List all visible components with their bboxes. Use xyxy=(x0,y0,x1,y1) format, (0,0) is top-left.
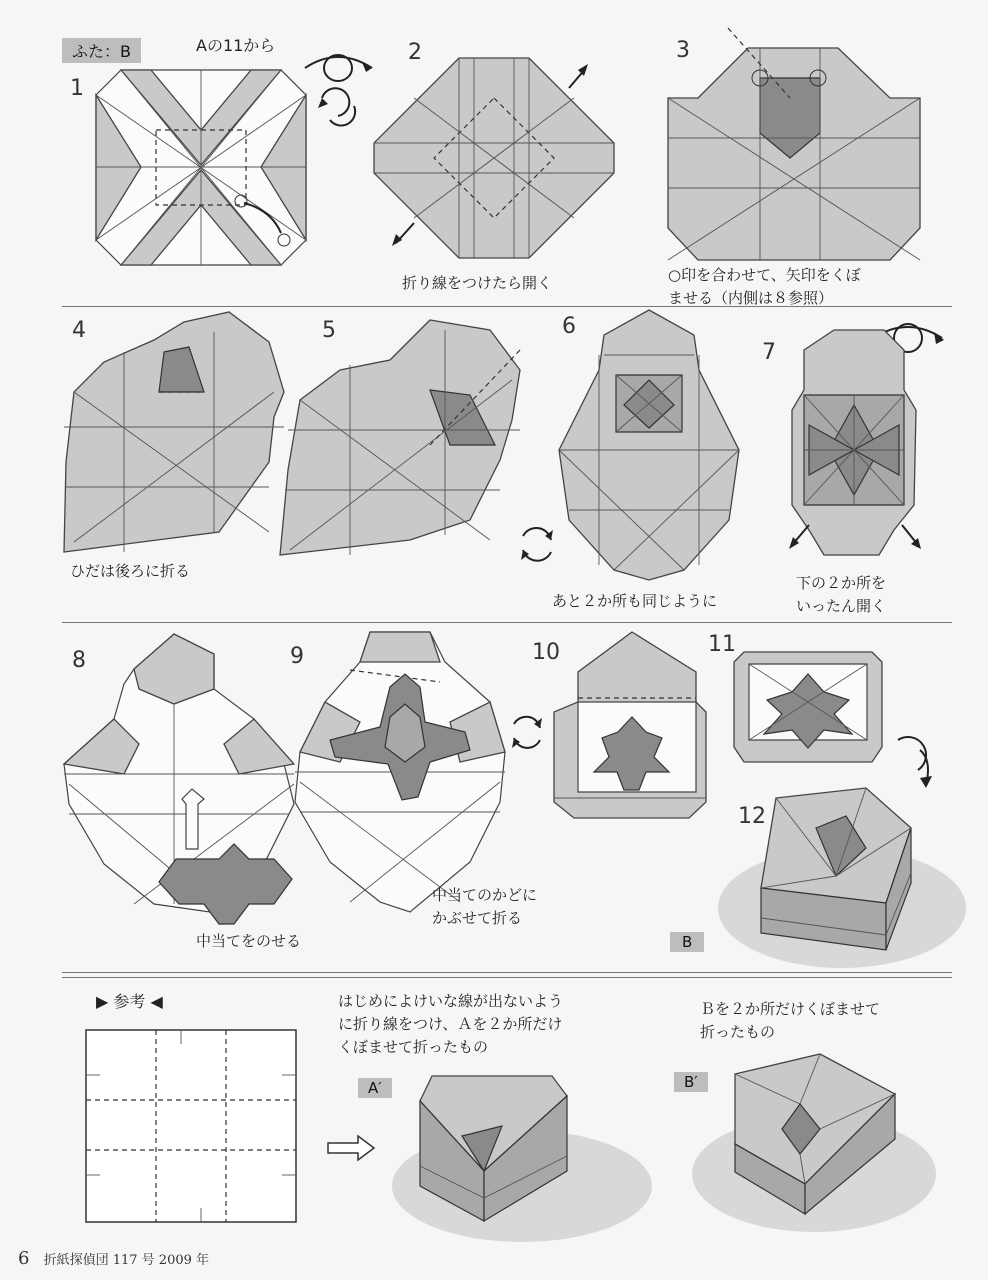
step-number: 5 xyxy=(322,318,336,343)
step-6-diagram xyxy=(554,310,744,580)
flip-arrow-icon xyxy=(300,50,380,130)
right-arrow-icon xyxy=(328,1136,374,1160)
caption-step-3-line1: ○印を合わせて、矢印をくぼ xyxy=(668,266,861,284)
caption-step-7-line2: いったん開く xyxy=(796,597,887,615)
caption-step-6: あと２か所も同じように xyxy=(552,592,718,610)
reference-b-box-diagram xyxy=(690,1054,940,1234)
step-number: 10 xyxy=(532,640,560,665)
reference-note-b-line2: 折ったもの xyxy=(700,1023,776,1041)
caption-step-4: ひだは後ろに折る xyxy=(70,562,191,580)
step-number: 11 xyxy=(708,632,736,657)
step-number: 3 xyxy=(676,38,690,63)
section-divider xyxy=(62,972,952,973)
reference-title: ▶ 参考 ◀ xyxy=(96,992,163,1011)
step-12-diagram xyxy=(716,788,968,970)
step-7-diagram xyxy=(784,330,924,560)
step-8-diagram xyxy=(64,634,304,954)
reference-note-b-line1: Ｂを２か所だけくぼませて xyxy=(700,1000,881,1018)
caption-step-7-line1: 下の２か所を xyxy=(796,574,887,592)
reference-note-a-line3: くぼませて折ったもの xyxy=(338,1038,489,1056)
rotate-icon xyxy=(508,712,548,752)
step-3-diagram xyxy=(668,38,920,260)
caption-step-8: 中当てをのせる xyxy=(196,932,302,950)
caption-step-9-line1: 中当てのかどに xyxy=(432,886,538,904)
step-number: 4 xyxy=(72,318,86,343)
reference-crease-diagram xyxy=(86,1030,296,1222)
step-number: 7 xyxy=(762,340,776,365)
step-number: 12 xyxy=(738,804,766,829)
section-divider xyxy=(62,977,952,978)
step-number: 6 xyxy=(562,314,576,339)
section-divider xyxy=(62,306,952,307)
rotate-icon xyxy=(515,522,559,566)
step-2-diagram xyxy=(374,58,614,258)
step-5-diagram xyxy=(280,320,530,555)
reference-note-a-line2: に折り線をつけ、Ａを２か所だけ xyxy=(338,1015,563,1033)
subtitle: Aの11から xyxy=(196,36,276,55)
step-number: 1 xyxy=(70,76,84,101)
step-number: 9 xyxy=(290,644,304,669)
page-footer xyxy=(18,1248,209,1269)
page-number: 6 xyxy=(18,1248,30,1269)
step-1-diagram xyxy=(96,70,306,265)
caption-step-9-line2: かぶせて折る xyxy=(432,909,523,927)
result-tag-a-prime: A′ xyxy=(358,1078,392,1098)
reference-a-box-diagram xyxy=(392,1066,654,1242)
caption-step-3-line2: ませる（内側は８参照） xyxy=(668,289,834,307)
result-tag-b: B xyxy=(670,932,704,952)
step-number: 8 xyxy=(72,648,86,673)
caption-step-2: 折り線をつけたら開く xyxy=(402,274,553,292)
step-number: 2 xyxy=(408,40,422,65)
turn-over-arrow-icon xyxy=(890,730,940,790)
section-tag: ふた：B xyxy=(62,38,141,63)
reference-note-a-line1: はじめによけいな線が出ないよう xyxy=(338,992,564,1010)
step-4-diagram xyxy=(64,312,294,552)
step-9-diagram xyxy=(290,632,520,912)
section-divider xyxy=(62,622,952,623)
publication-info: 折紙探偵団 117 号 2009 年 xyxy=(43,1253,210,1268)
step-10-diagram xyxy=(554,632,714,818)
result-tag-b-prime: B′ xyxy=(674,1072,708,1092)
step-11-diagram xyxy=(734,652,882,762)
